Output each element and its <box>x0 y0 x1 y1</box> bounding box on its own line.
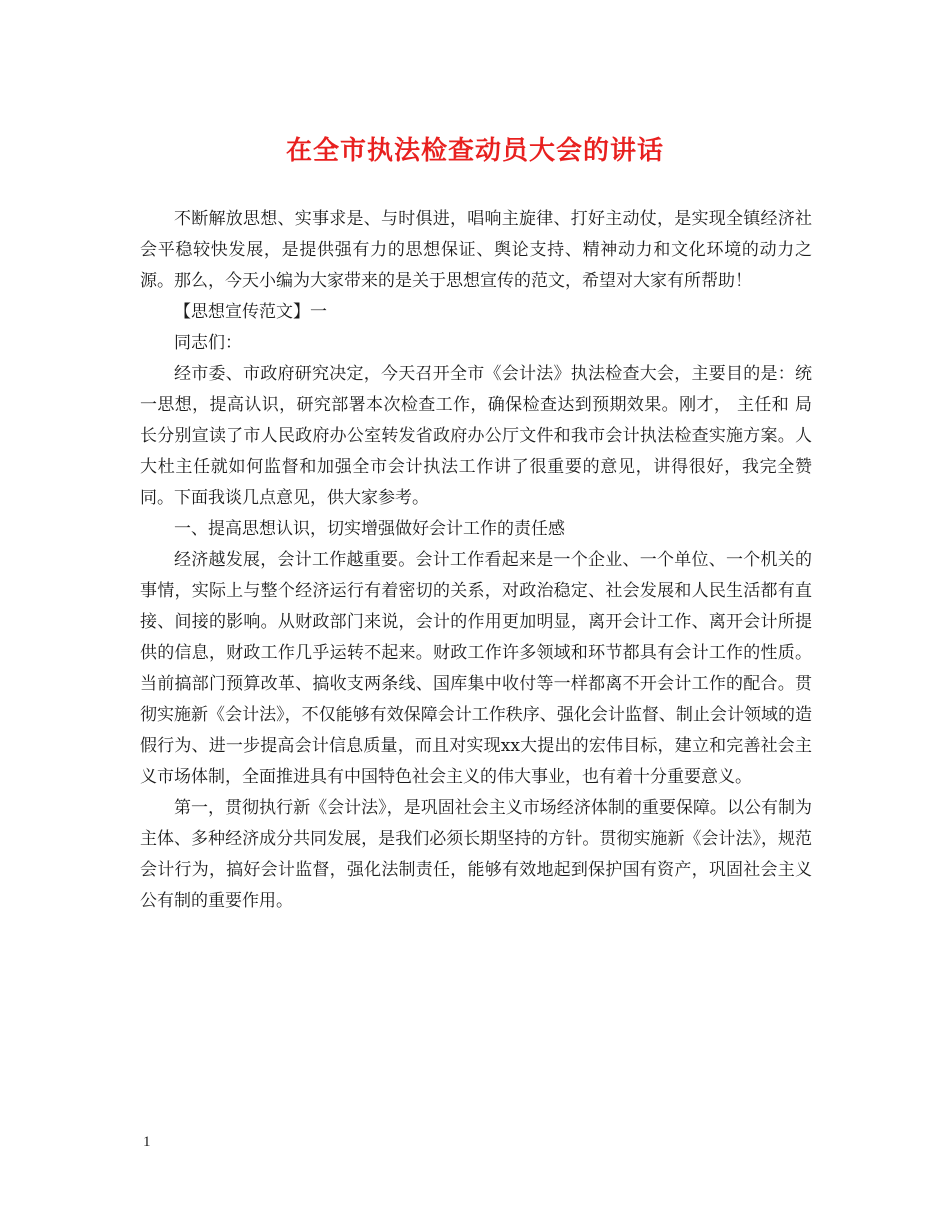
paragraph-salutation: 同志们： <box>174 333 242 353</box>
paragraph-importance: 经济越发展，会计工作越重要。会计工作看起来是一个企业、一个单位、一个机关的事情，实际上与整个经济运行有着密切的关系，对政治稳定、社会发展和人民生活都有直接、间接的影响。从财政部门来说，会计的作用更加明显，离开会计工作、离开会计所提供的信息，财政工作几乎运转不起来。财政工作许多领域和环节都具有会计工作的性质。当前搞部门预算改革、搞收支两条线、国库集中收付等一样都离不开会计工作的配合。贯彻实施新《会计法》，不仅能够有效保障会计工作秩序、强化会计监督、制止会计领域的造假行为、进一步提高会计信息质量，而且对实现xx大提出的宏伟目标，建立和完善社会主义市场体制，全面推进具有中国特色社会主义的伟大事业，也有着十分重要意义。 <box>140 550 812 787</box>
page-number: 1 <box>143 1134 151 1150</box>
paragraph-opening: 经市委、市政府研究决定，今天召开全市《会计法》执法检查大会，主要目的是：统一思想，提高认识，研究部署本次检查工作，确保检查达到预期效果。刚才， 主任和 局长分别宣读了市人民政府办公室转发省政府办公厅文件和我市会计执法检查实施方案。人大杜主任就如何监督和加强全市会计执法工作讲了很重要的意见，讲得很好，我完全赞同。下面我谈几点意见，供大家参考。 <box>140 364 812 508</box>
paragraph-intro: 不断解放思想、实事求是、与时俱进，唱响主旋律、打好主动仗，是实现全镇经济社会平稳较快发展，是提供强有力的思想保证、舆论支持、精神动力和文化环境的动力之源。那么，今天小编为大家带来的是关于思想宣传的范文，希望对大家有所帮助！ <box>140 209 812 291</box>
document-body <box>140 204 812 917</box>
document-title: 在全市执法检查动员大会的讲话 <box>285 136 664 166</box>
paragraph-section-label: 【思想宣传范文】一 <box>174 302 327 322</box>
paragraph-first-point: 第一，贯彻执行新《会计法》，是巩固社会主义市场经济体制的重要保障。以公有制为主体、多种经济成分共同发展，是我们必须长期坚持的方针。贯彻实施新《会计法》，规范会计行为，搞好会计监督，强化法制责任，能够有效地起到保护国有资产，巩固社会主义公有制的重要作用。 <box>140 798 812 911</box>
paragraph-heading-one: 一、提高思想认识，切实增强做好会计工作的责任感 <box>174 519 565 539</box>
